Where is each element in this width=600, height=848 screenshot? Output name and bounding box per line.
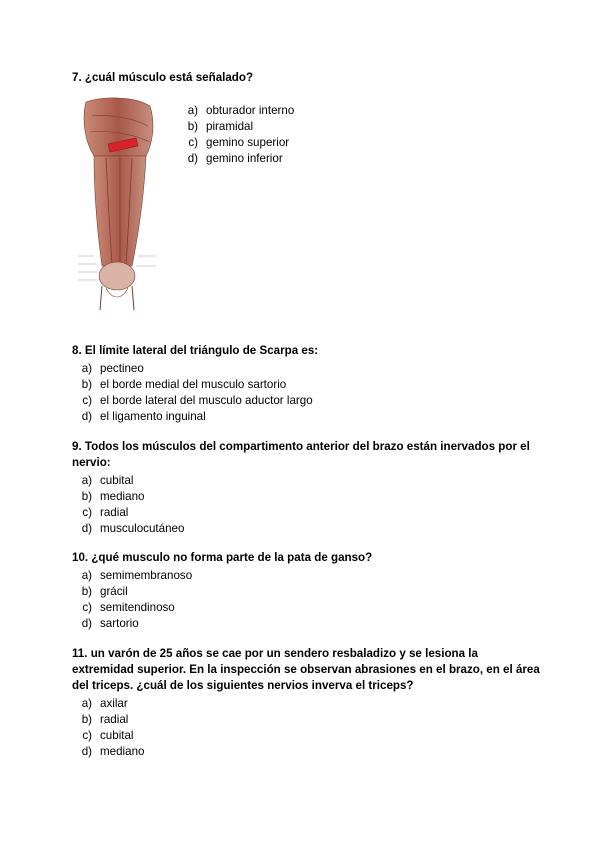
option-letter: b): [81, 585, 92, 598]
option-text: piramidal: [206, 120, 254, 133]
option-letter: a): [187, 104, 198, 117]
option-a[interactable]: [72, 473, 542, 489]
question-title: 7. ¿cuál músculo está señalado?: [72, 71, 254, 84]
option-c[interactable]: [72, 505, 542, 521]
option-text: cubital: [100, 729, 134, 742]
option-text: pectineo: [100, 362, 144, 375]
option-d[interactable]: [72, 616, 542, 632]
option-c[interactable]: [72, 728, 542, 744]
option-a[interactable]: [72, 361, 542, 377]
option-text: obturador interno: [206, 104, 295, 117]
option-letter: c): [82, 506, 92, 519]
option-b[interactable]: [72, 584, 542, 600]
option-text: mediano: [100, 490, 145, 503]
thigh-muscle-icon: [72, 96, 162, 312]
option-letter: b): [81, 378, 92, 391]
option-d[interactable]: [72, 521, 542, 537]
option-text: gemino inferior: [206, 152, 283, 165]
posterior-thigh-muscle-figure: [72, 96, 162, 312]
question-7-options: [178, 103, 294, 167]
option-letter: a): [81, 569, 92, 582]
option-text: semimembranoso: [100, 569, 193, 582]
option-text: grácil: [100, 585, 128, 598]
option-letter: d): [81, 410, 92, 423]
option-b[interactable]: [178, 119, 294, 135]
option-text: el ligamento inguinal: [100, 410, 206, 423]
option-letter: c): [82, 729, 92, 742]
question-7: [72, 70, 542, 88]
option-d[interactable]: [178, 151, 294, 167]
option-b[interactable]: [72, 377, 542, 393]
question-title: 9. Todos los músculos del compartimento anterior del brazo están inervados por el nervio:: [72, 440, 530, 469]
question-title: 10. ¿qué musculo no forma parte de la pata de ganso?: [72, 551, 373, 564]
option-letter: a): [81, 362, 92, 375]
option-text: radial: [100, 506, 129, 519]
option-b[interactable]: [72, 712, 542, 728]
option-d[interactable]: [72, 409, 542, 425]
option-letter: d): [81, 745, 92, 758]
option-b[interactable]: [72, 489, 542, 505]
option-a[interactable]: [178, 103, 294, 119]
option-a[interactable]: [72, 568, 542, 584]
option-a[interactable]: [72, 696, 542, 712]
option-text: semitendinoso: [100, 601, 175, 614]
option-text: mediano: [100, 745, 145, 758]
option-text: axilar: [100, 697, 128, 710]
question-title: 8. El límite lateral del triángulo de Scarpa es:: [72, 344, 319, 357]
option-text: el borde lateral del musculo aductor largo: [100, 394, 313, 407]
option-text: el borde medial del musculo sartorio: [100, 378, 287, 391]
question-title: 11. un varón de 25 años se cae por un sendero resbaladizo y se lesiona la extremidad superior. En la inspección se observan abrasiones en el brazo, en el área del triceps. ¿cuál de los siguientes nervios inverva el triceps?: [72, 647, 540, 692]
question-11: [72, 646, 542, 760]
option-c[interactable]: [72, 600, 542, 616]
option-letter: d): [81, 617, 92, 630]
question-8: [72, 343, 542, 425]
option-letter: c): [82, 394, 92, 407]
option-letter: d): [187, 152, 198, 165]
option-text: sartorio: [100, 617, 139, 630]
option-letter: a): [81, 474, 92, 487]
option-text: cubital: [100, 474, 134, 487]
option-text: musculocutáneo: [100, 522, 185, 535]
option-letter: c): [188, 136, 198, 149]
option-c[interactable]: [178, 135, 294, 151]
option-text: radial: [100, 713, 129, 726]
option-c[interactable]: [72, 393, 542, 409]
question-10: [72, 550, 542, 632]
option-letter: b): [81, 490, 92, 503]
option-letter: c): [82, 601, 92, 614]
option-letter: b): [187, 120, 198, 133]
option-letter: b): [81, 713, 92, 726]
option-d[interactable]: [72, 744, 542, 760]
option-text: gemino superior: [206, 136, 290, 149]
option-letter: a): [81, 697, 92, 710]
option-letter: d): [81, 522, 92, 535]
question-9: [72, 439, 542, 537]
